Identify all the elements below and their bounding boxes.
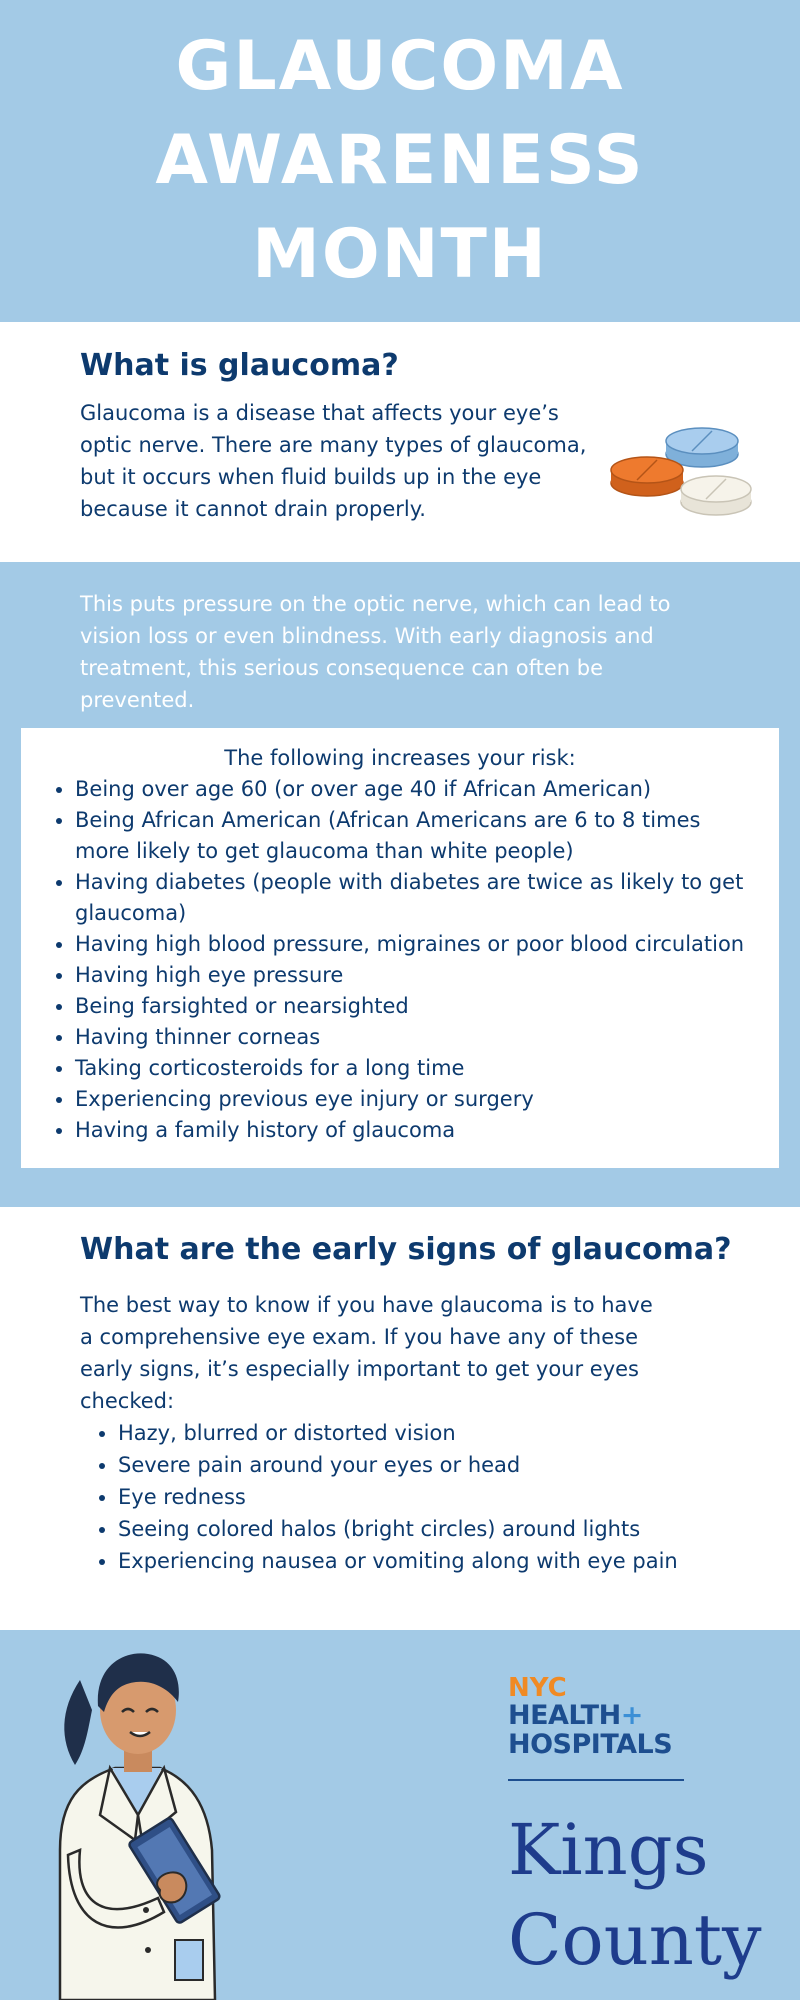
risk-factors-box	[21, 728, 779, 1168]
title-line-1: GLAUCOMA	[175, 27, 625, 106]
doctor-illustration	[40, 1640, 270, 2000]
risk-item: • Being African American (African Americans are 6 to 8 times more likely to get glaucoma than white people)	[75, 805, 761, 867]
logo-divider	[508, 1779, 684, 1781]
facility-name	[508, 1805, 762, 1985]
nyc-health-hospitals-logo	[508, 1675, 748, 1799]
what-is-glaucoma-section	[0, 322, 800, 562]
signs-heading: What are the early signs of glaucoma?	[80, 1232, 732, 1267]
signs-body: The best way to know if you have glaucoma is to have a comprehensive eye exam. If you have any of these early signs, it’s especially important to get your eyes checked:	[80, 1293, 653, 1413]
logo-hospitals-text: HOSPITALS	[508, 1729, 673, 1760]
risk-item: • Having diabetes (people with diabetes are twice as likely to get glaucoma)	[75, 867, 761, 929]
early-signs-section	[0, 1207, 800, 1630]
facility-name-line-2: County	[508, 1899, 762, 1981]
risk-item: • Having high blood pressure, migraines or poor blood circulation	[75, 929, 761, 960]
signs-list	[80, 1417, 698, 1577]
risk-item: • Having a family history of glaucoma	[75, 1115, 761, 1146]
risk-item: • Having high eye pressure	[75, 960, 761, 991]
risk-item: • Experiencing previous eye injury or surgery	[75, 1084, 761, 1115]
pills-illustration	[608, 417, 758, 527]
title-line-2: AWARENESS	[155, 121, 645, 200]
logo-health-text: HEALTH	[508, 1700, 621, 1731]
sign-item: • Eye redness	[118, 1481, 698, 1513]
risk-item: • Having thinner corneas	[75, 1022, 761, 1053]
what-is-heading: What is glaucoma?	[80, 348, 399, 383]
facility-name-line-1: Kings	[508, 1809, 709, 1891]
sign-item: • Severe pain around your eyes or head	[118, 1449, 698, 1481]
pressure-section	[0, 562, 800, 1207]
risk-item: • Taking corticosteroids for a long time	[75, 1053, 761, 1084]
page-title	[155, 20, 644, 302]
risk-title: The following increases your risk:	[224, 746, 576, 770]
header-banner	[0, 0, 800, 322]
sign-item: • Experiencing nausea or vomiting along with eye pain	[118, 1545, 698, 1577]
sign-item: • Hazy, blurred or distorted vision	[118, 1417, 698, 1449]
white-pill-icon	[681, 476, 751, 515]
risk-list	[21, 774, 779, 1146]
footer-banner	[0, 1630, 800, 2000]
title-line-3: MONTH	[252, 215, 548, 294]
risk-item: • Being over age 60 (or over age 40 if African American)	[75, 774, 761, 805]
logo-nyc-text: NYC	[508, 1673, 567, 1703]
blue-pill-icon	[666, 428, 738, 467]
what-is-body: Glaucoma is a disease that affects your eye’s optic nerve. There are many types of glaucoma, but it occurs when fluid builds up in the eye because it cannot drain properly.	[80, 401, 587, 521]
pressure-body: This puts pressure on the optic nerve, which can lead to vision loss or even blindness. With early diagnosis and treatment, this serious consequence can often be prevented.	[80, 592, 671, 712]
risk-item: • Being farsighted or nearsighted	[75, 991, 761, 1022]
orange-pill-icon	[611, 457, 683, 496]
sign-item: • Seeing colored halos (bright circles) around lights	[118, 1513, 698, 1545]
logo-plus-icon: +	[620, 1700, 643, 1731]
logo-health-line	[508, 1701, 748, 1730]
